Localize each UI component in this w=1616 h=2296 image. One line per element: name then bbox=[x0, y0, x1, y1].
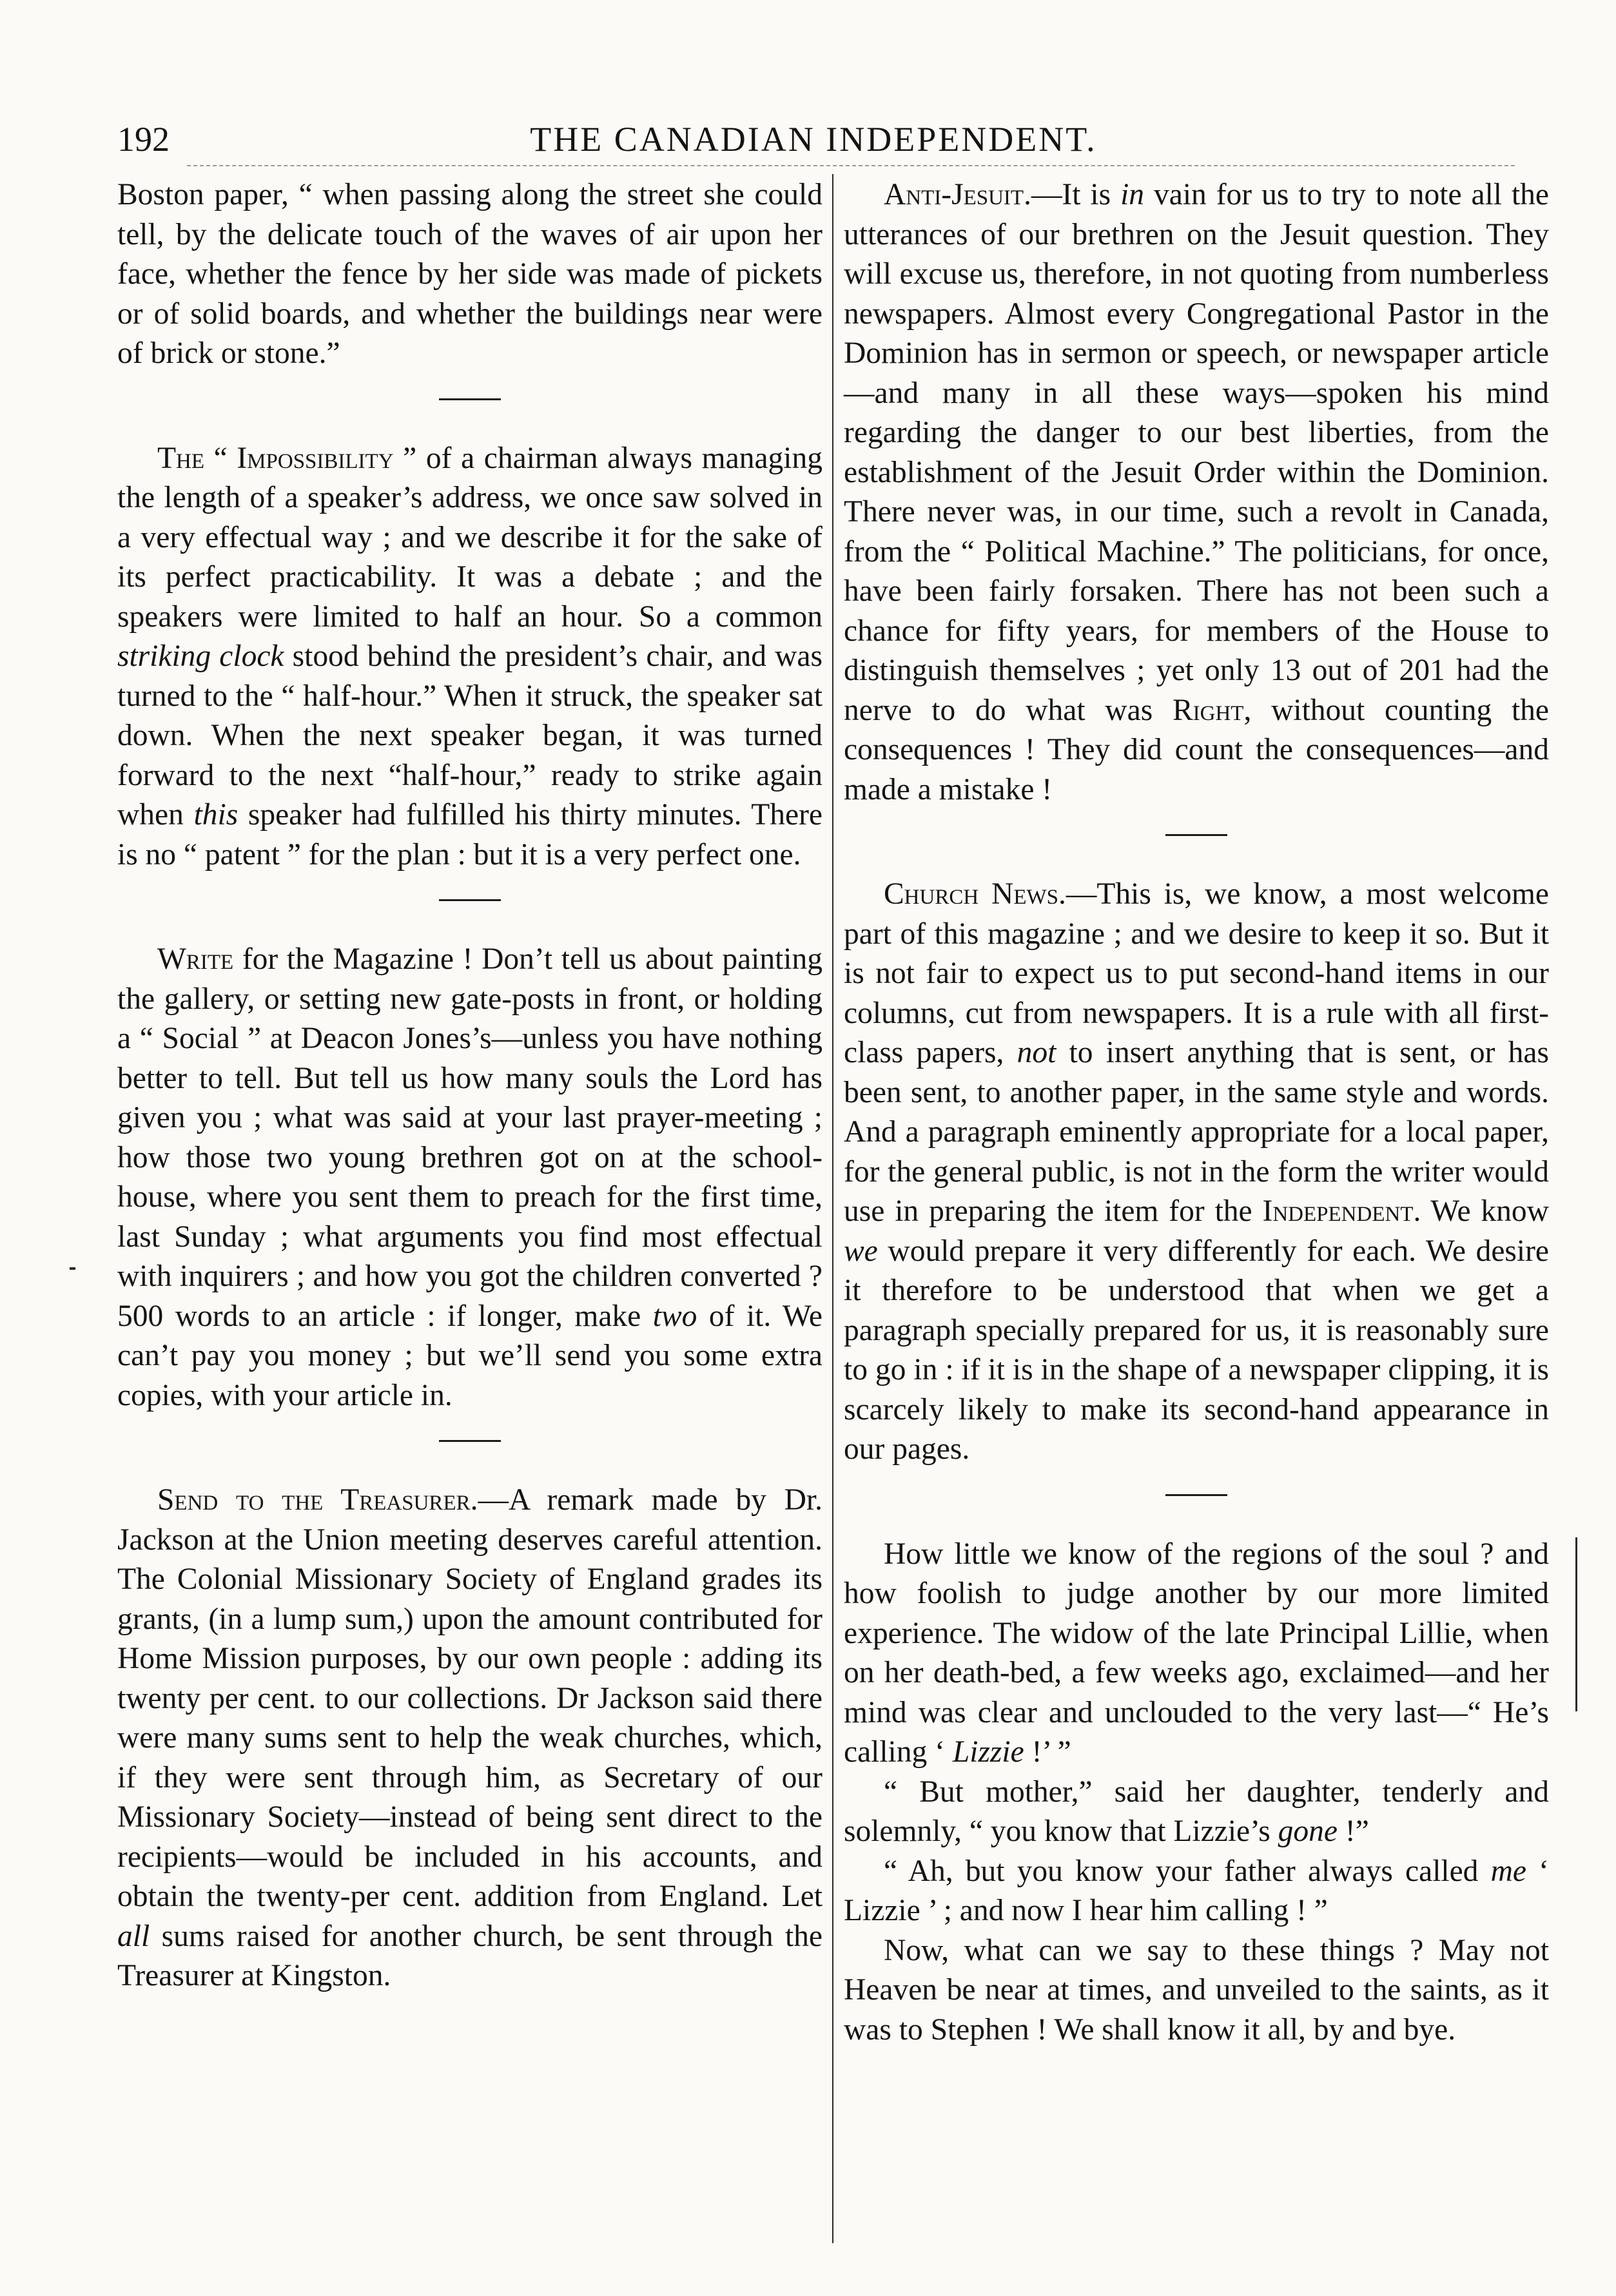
article-lead: Church News. bbox=[884, 877, 1066, 911]
article-emphasis: me bbox=[1490, 1854, 1526, 1888]
article-text: would prepare it very differently for each. We desire it therefore to be understood that when we get a paragraph specially prepared for us, it is reasonably sure to go in : if it is in the shape of a newspaper clipping, it is scarcely likely to make its second-hand appearance in our pages. bbox=[844, 1234, 1549, 1466]
article-text: !” bbox=[1338, 1814, 1369, 1848]
article-emphasis: we bbox=[844, 1234, 878, 1268]
column-divider bbox=[832, 174, 833, 2243]
article-text: stood behind the president’s chair, and was turned to the “ half-hour.” When it struck, the speaker sat down. When the next speaker began, it was turned forward to the next “half-hour,” ready to strike again when bbox=[117, 639, 823, 832]
running-title: THE CANADIAN INDEPENDENT. bbox=[530, 120, 1097, 159]
article-emphasis: Lizzie bbox=[952, 1735, 1024, 1769]
article-lead: The “ Impossibility ” bbox=[157, 441, 417, 475]
article-emphasis: in bbox=[1120, 178, 1145, 211]
article-text: “ Ah, but you know your father always called bbox=[884, 1854, 1491, 1888]
article-boston-paper-continuation bbox=[117, 175, 823, 374]
right-column bbox=[844, 175, 1549, 2238]
article-text: for the Magazine ! Don’t tell us about painting the gallery, or setting new gate-posts in front, or holding a “ Social ” at Deacon Jones’s—unless you have nothing better to tell. But tell us how many souls the Lord has given you ; what was said at your last prayer-meeting ; how those two young brethren got on at the school-house, where you sent them to preach for the first time, last Sunday ; what arguments you find most effectual with inquirers ; and how you got the children converted ? 500 words to an article : if longer, make bbox=[117, 942, 823, 1333]
article-small-caps: Independent. bbox=[1262, 1194, 1421, 1228]
article-text: —A remark made by Dr. Jackson at the Union meeting deserves careful attention. The Colonial Missionary Society of England grades its grants, (in a lump sum,) upon the amount contributed for Home Mission purposes, by our own people : adding its twenty per cent. to our collections. Dr Jackson said there were many sums sent to help the weak churches, which, if they were sent through him, as Secretary of our Missionary Society—instead of being sent direct to the recipients—would be included in his accounts, and obtain the twenty-per cent. addition from England. Let bbox=[117, 1483, 823, 1913]
article-emphasis: all bbox=[117, 1919, 150, 1953]
article-separator bbox=[439, 398, 501, 400]
article-text: —It is bbox=[1031, 178, 1121, 211]
article-emphasis: gone bbox=[1278, 1814, 1338, 1848]
article-lead: Write bbox=[157, 942, 234, 976]
left-column bbox=[117, 175, 823, 2238]
article-emphasis: not bbox=[1017, 1036, 1056, 1069]
article-text: of a chairman always managing the length of a speaker’s address, we once saw solved in a very effectual way ; and we describe it for the sake of its perfect practicability. It was a debate ; and the speakers were limited to half an hour. So a common bbox=[117, 441, 823, 634]
article-text: sums raised for another church, be sent through the Treasurer at Kingston. bbox=[117, 1919, 823, 1992]
article-lead: Send to the Treasurer. bbox=[157, 1483, 478, 1517]
article-emphasis: this bbox=[193, 798, 239, 832]
article-text: of it. We can’t pay you money ; but we’ll send you some extra copies, with your article in. bbox=[117, 1299, 823, 1412]
article-emphasis: striking clock bbox=[117, 639, 284, 673]
article-lillie-para-2 bbox=[844, 1773, 1549, 1852]
article-text: ‘ Lizzie ’ ; and now I hear him calling ! ” bbox=[844, 1854, 1549, 1927]
article-text: !’ ” bbox=[1024, 1735, 1071, 1769]
article-impossibility bbox=[117, 439, 823, 875]
article-text: How little we know of the regions of the soul ? and how foolish to judge another by our more limited experience. The widow of the late Principal Lillie, when on her death-bed, a few weeks ago, exclaimed—and her mind was clear and unclouded to the very last—“ He’s calling ‘ bbox=[844, 1537, 1549, 1769]
article-separator bbox=[1165, 1494, 1227, 1496]
article-separator bbox=[439, 1440, 501, 1442]
page-header bbox=[117, 113, 1510, 165]
article-emphasis: two bbox=[652, 1299, 697, 1333]
article-anti-jesuit bbox=[844, 175, 1549, 810]
margin-vertical-mark bbox=[1575, 1537, 1577, 1711]
article-text: to insert anything that is sent, or has been sent, to another paper, in the same style and words. And a paragraph eminently appropriate for a local paper, for the general public, is not in the form the writer would use in preparing the item for the bbox=[844, 1036, 1549, 1228]
article-text: We know bbox=[1421, 1194, 1549, 1228]
margin-tick-mark bbox=[70, 1267, 75, 1270]
article-lillie-para-4 bbox=[844, 1931, 1549, 2050]
article-separator bbox=[439, 899, 501, 901]
article-separator bbox=[1165, 834, 1227, 836]
article-text: , without counting the consequences ! They did count the consequences—and made a mistake ! bbox=[844, 693, 1549, 806]
article-text: speaker had fulfilled his thirty minutes. There is no “ patent ” for the plan : but it is a very perfect one. bbox=[117, 798, 823, 871]
article-send-to-treasurer bbox=[117, 1481, 823, 1996]
article-write bbox=[117, 940, 823, 1416]
article-church-news bbox=[844, 875, 1549, 1470]
article-small-caps: Right bbox=[1172, 693, 1244, 727]
header-rule bbox=[187, 165, 1515, 166]
article-lillie-para-1 bbox=[844, 1535, 1549, 1773]
page-number: 192 bbox=[117, 120, 170, 159]
article-text: Boston paper, “ when passing along the street she could tell, by the delicate touch of the waves of air upon her face, whether the fence by her side was made of pickets or of solid boards, and whether the buildings near were of brick or stone.” bbox=[117, 178, 823, 370]
article-text: “ But mother,” said her daughter, tenderly and solemnly, “ you know that Lizzie’s bbox=[844, 1775, 1549, 1848]
article-text: Now, what can we say to these things ? May not Heaven be near at times, and unveiled to the saints, as it was to Stephen ! We shall know it all, by and bye. bbox=[844, 1933, 1549, 2047]
article-text: —This is, we know, a most welcome part of this magazine ; and we desire to keep it so. But it is not fair to expect us to put second-hand items in our columns, cut from newspapers. It is a rule with all first-class papers, bbox=[844, 877, 1549, 1069]
article-lead: Anti-Jesuit. bbox=[884, 178, 1031, 211]
article-text: vain for us to try to note all the utterances of our brethren on the Jesuit question. They will excuse us, therefore, in not quoting from numberless newspapers. Almost every Congregational Pastor in the Dominion has in sermon or speech, or newspaper article—and many in all these ways—spoken his mind regarding the danger to our best liberties, from the establishment of the Jesuit Order within the Dominion. There never was, in our time, such a revolt in Canada, from the “ Political Machine.” The politicians, for once, have been fairly forsaken. There has not been such a chance for fifty years, for members of the House to distinguish themselves ; yet only 13 out of 201 had the nerve to do what was bbox=[844, 178, 1549, 727]
article-lillie-para-3 bbox=[844, 1852, 1549, 1931]
